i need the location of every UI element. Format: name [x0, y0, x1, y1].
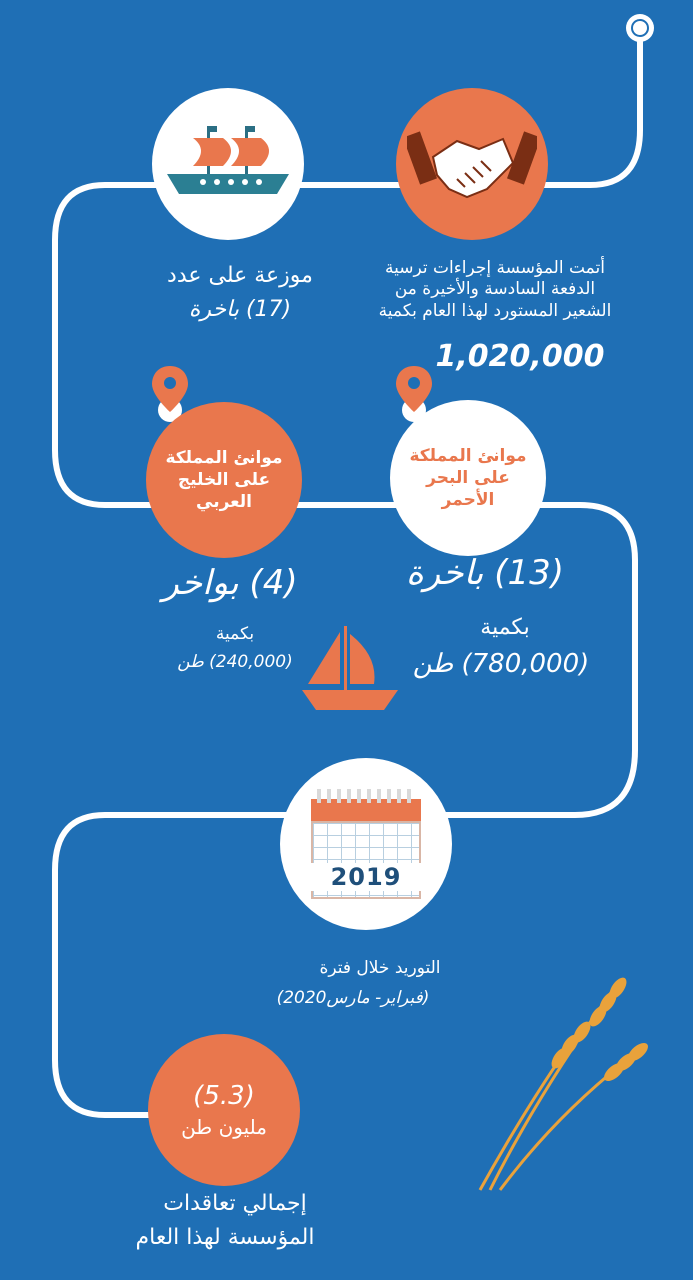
- red-sea-ships: (13) باخرة: [405, 553, 565, 593]
- total-line2: المؤسسة لهذا العام: [135, 1225, 315, 1250]
- calendar-line2: (فبراير- مارس2020): [276, 988, 430, 1008]
- red-sea-label: موانئ المملكة على البحر الأحمر: [409, 445, 527, 511]
- calendar-line1: التوريد خلال فترة: [319, 958, 441, 978]
- calendar-year: 2019: [311, 863, 421, 891]
- red-sea-qty: (780,000) طن: [412, 649, 590, 679]
- calendar-icon: [311, 789, 421, 899]
- total-badge: [148, 1034, 300, 1186]
- handshake-icon: [407, 119, 537, 209]
- gulf-qty-label: بكمية: [215, 624, 255, 644]
- handshake-badge: [396, 88, 548, 240]
- total-unit: مليون طن: [181, 1115, 267, 1139]
- step2-line2: (17) باخرة: [188, 297, 292, 322]
- cargo-ship-icon: [163, 124, 293, 204]
- total-line1: إجمالي تعاقدات: [163, 1191, 307, 1216]
- red-sea-qty-label: بكمية: [480, 615, 530, 640]
- total-value: (5.3): [193, 1081, 255, 1111]
- calendar-badge: [280, 758, 452, 930]
- wheat-icon: [470, 940, 670, 1200]
- sailboat-icon: [300, 622, 400, 714]
- gulf-ships: (4) بواخر: [162, 563, 298, 603]
- red-sea-ports-badge: [390, 400, 546, 556]
- step1-amount: 1,020,000: [435, 339, 605, 374]
- gulf-label: موانئ المملكة على الخليج العربي: [165, 447, 283, 513]
- cargo-ship-badge: [152, 88, 304, 240]
- gulf-ports-badge: [146, 402, 302, 558]
- gulf-qty: (240,000) طن: [177, 652, 293, 672]
- step2-line1: موزعة على عدد: [167, 263, 313, 288]
- step1-text: أتمت المؤسسة إجراءات ترسية الدفعة السادسة والأخيرة من الشعير المستورد لهذا العام بكمية: [378, 258, 612, 321]
